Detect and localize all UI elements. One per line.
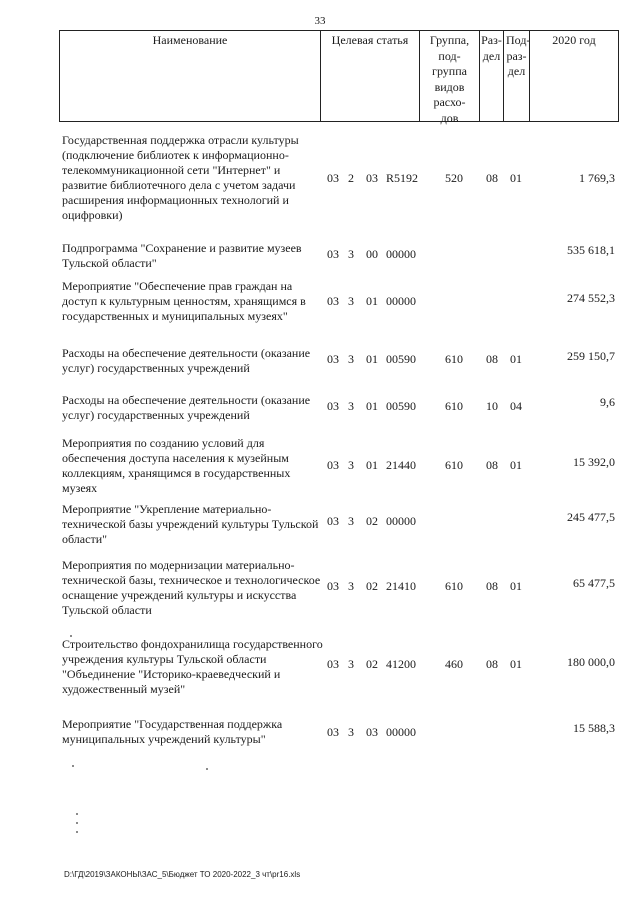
row-direction: 21440 xyxy=(386,458,416,472)
row-subprogram: 3 xyxy=(348,579,354,593)
row-subprogram: 3 xyxy=(348,352,354,366)
row-program: 03 xyxy=(327,171,339,185)
row-subprogram: 3 xyxy=(348,514,354,528)
header-section-cell xyxy=(479,30,504,122)
row-group: 460 xyxy=(445,657,463,671)
row-subprogram: 3 xyxy=(348,458,354,472)
header-year: 2020 год xyxy=(552,33,596,47)
row-group: 610 xyxy=(445,352,463,366)
row-group: 610 xyxy=(445,579,463,593)
row-amount: 9,6 xyxy=(600,395,615,409)
row-direction: 00000 xyxy=(386,247,416,261)
header-name: Наименование xyxy=(152,33,228,47)
row-direction: 41200 xyxy=(386,657,416,671)
row-group: 610 xyxy=(445,458,463,472)
row-section: 08 xyxy=(486,579,498,593)
header-target: Целевая статья xyxy=(331,33,409,47)
row-program: 03 xyxy=(327,657,339,671)
scan-speck xyxy=(76,813,78,815)
row-subprogram: 2 xyxy=(348,171,354,185)
row-name: Подпрограмма "Сохранение и развитие музеев Тульской области" xyxy=(62,241,302,270)
row-program: 03 xyxy=(327,579,339,593)
row-program: 03 xyxy=(327,247,339,261)
row-direction: 00000 xyxy=(386,294,416,308)
row-direction: R5192 xyxy=(386,171,419,185)
row-group: 610 xyxy=(445,399,463,413)
row-name: Государственная поддержка отрасли культуры (подключение библиотек к информационно-телекоммуникационной сети "Интернет" и развитие библиотечного дела с учетом задачи расширения информационных технологий и оцифровки) xyxy=(62,133,299,222)
row-name: Мероприятие "Укрепление материально-технической базы учреждений культуры Тульской области" xyxy=(62,502,319,546)
row-name: Мероприятия по модернизации материально-технической базы, техническое и технологическое оснащение учреждений культуры и искусства Тульской области xyxy=(62,558,321,617)
file-path-footer: D:\ГД\2019\ЗАКОНЫ\ЗАС_5\Бюджет ТО 2020-2022_3 чт\pr16.xls xyxy=(64,870,301,879)
row-section: 08 xyxy=(486,352,498,366)
row-subprogram: 3 xyxy=(348,725,354,739)
scan-speck xyxy=(206,768,208,770)
row-name: Расходы на обеспечение деятельности (оказание услуг) государственных учреждений xyxy=(62,393,311,422)
row-subprogram: 3 xyxy=(348,294,354,308)
row-direction: 21410 xyxy=(386,579,416,593)
row-measure: 01 xyxy=(366,352,378,366)
page-number: 33 xyxy=(314,15,326,27)
header-group: Группа, под-группа видов расхо-дов xyxy=(429,33,470,125)
header-group-cell xyxy=(419,30,480,125)
row-program: 03 xyxy=(327,725,339,739)
row-measure: 02 xyxy=(366,657,378,671)
scan-speck xyxy=(76,822,78,824)
row-amount: 15 392,0 xyxy=(573,455,615,469)
row-name: Мероприятие "Обеспечение прав граждан на доступ к культурным ценностям, хранящимся в государственных и муниципальных музеях" xyxy=(62,279,306,323)
row-direction: 00000 xyxy=(386,725,416,739)
header-section: Раз-дел xyxy=(481,33,502,63)
row-amount: 65 477,5 xyxy=(573,576,615,590)
row-name: Расходы на обеспечение деятельности (оказание услуг) государственных учреждений xyxy=(62,346,311,375)
header-name-cell xyxy=(59,30,321,122)
row-program: 03 xyxy=(327,352,339,366)
row-subsection: 01 xyxy=(510,657,522,671)
row-group: 520 xyxy=(445,171,463,185)
row-subsection: 01 xyxy=(510,352,522,366)
row-subsection: 01 xyxy=(510,171,522,185)
row-measure: 01 xyxy=(366,458,378,472)
row-name: Строительство фондохранилища государственного учреждения культуры Тульской области "Объединение "Историко-краеведческий и художественный музей" xyxy=(62,637,323,696)
row-amount: 1 769,3 xyxy=(579,171,615,185)
row-measure: 01 xyxy=(366,294,378,308)
row-measure: 03 xyxy=(366,725,378,739)
scan-speck xyxy=(72,765,74,767)
row-subprogram: 3 xyxy=(348,247,354,261)
row-amount: 15 588,3 xyxy=(573,721,615,735)
row-measure: 00 xyxy=(366,247,378,261)
row-section: 08 xyxy=(486,458,498,472)
header-subsection: Под-раз-дел xyxy=(506,33,531,78)
row-subsection: 04 xyxy=(510,399,522,413)
header-target-cell xyxy=(320,30,420,122)
row-subsection: 01 xyxy=(510,458,522,472)
row-amount: 535 618,1 xyxy=(567,243,615,257)
row-program: 03 xyxy=(327,399,339,413)
header-year-cell xyxy=(529,30,619,122)
row-subsection: 01 xyxy=(510,579,522,593)
row-amount: 274 552,3 xyxy=(567,291,615,305)
row-section: 08 xyxy=(486,171,498,185)
row-subprogram: 3 xyxy=(348,399,354,413)
row-section: 10 xyxy=(486,399,498,413)
header-subsection-cell xyxy=(503,30,530,122)
row-measure: 01 xyxy=(366,399,378,413)
row-measure: 03 xyxy=(366,171,378,185)
row-subprogram: 3 xyxy=(348,657,354,671)
row-direction: 00590 xyxy=(386,352,416,366)
row-measure: 02 xyxy=(366,514,378,528)
row-amount: 259 150,7 xyxy=(567,349,615,363)
row-direction: 00000 xyxy=(386,514,416,528)
row-program: 03 xyxy=(327,514,339,528)
row-amount: 180 000,0 xyxy=(567,655,615,669)
row-name: Мероприятия по созданию условий для обеспечения доступа населения к музейным коллекциям, хранящимся в государственных музеях xyxy=(62,436,291,495)
row-direction: 00590 xyxy=(386,399,416,413)
row-name: Мероприятие "Государственная поддержка муниципальных учреждений культуры" xyxy=(62,717,283,746)
row-section: 08 xyxy=(486,657,498,671)
row-program: 03 xyxy=(327,294,339,308)
scan-speck xyxy=(70,635,72,637)
scan-speck xyxy=(76,831,78,833)
row-amount: 245 477,5 xyxy=(567,510,615,524)
row-program: 03 xyxy=(327,458,339,472)
row-measure: 02 xyxy=(366,579,378,593)
